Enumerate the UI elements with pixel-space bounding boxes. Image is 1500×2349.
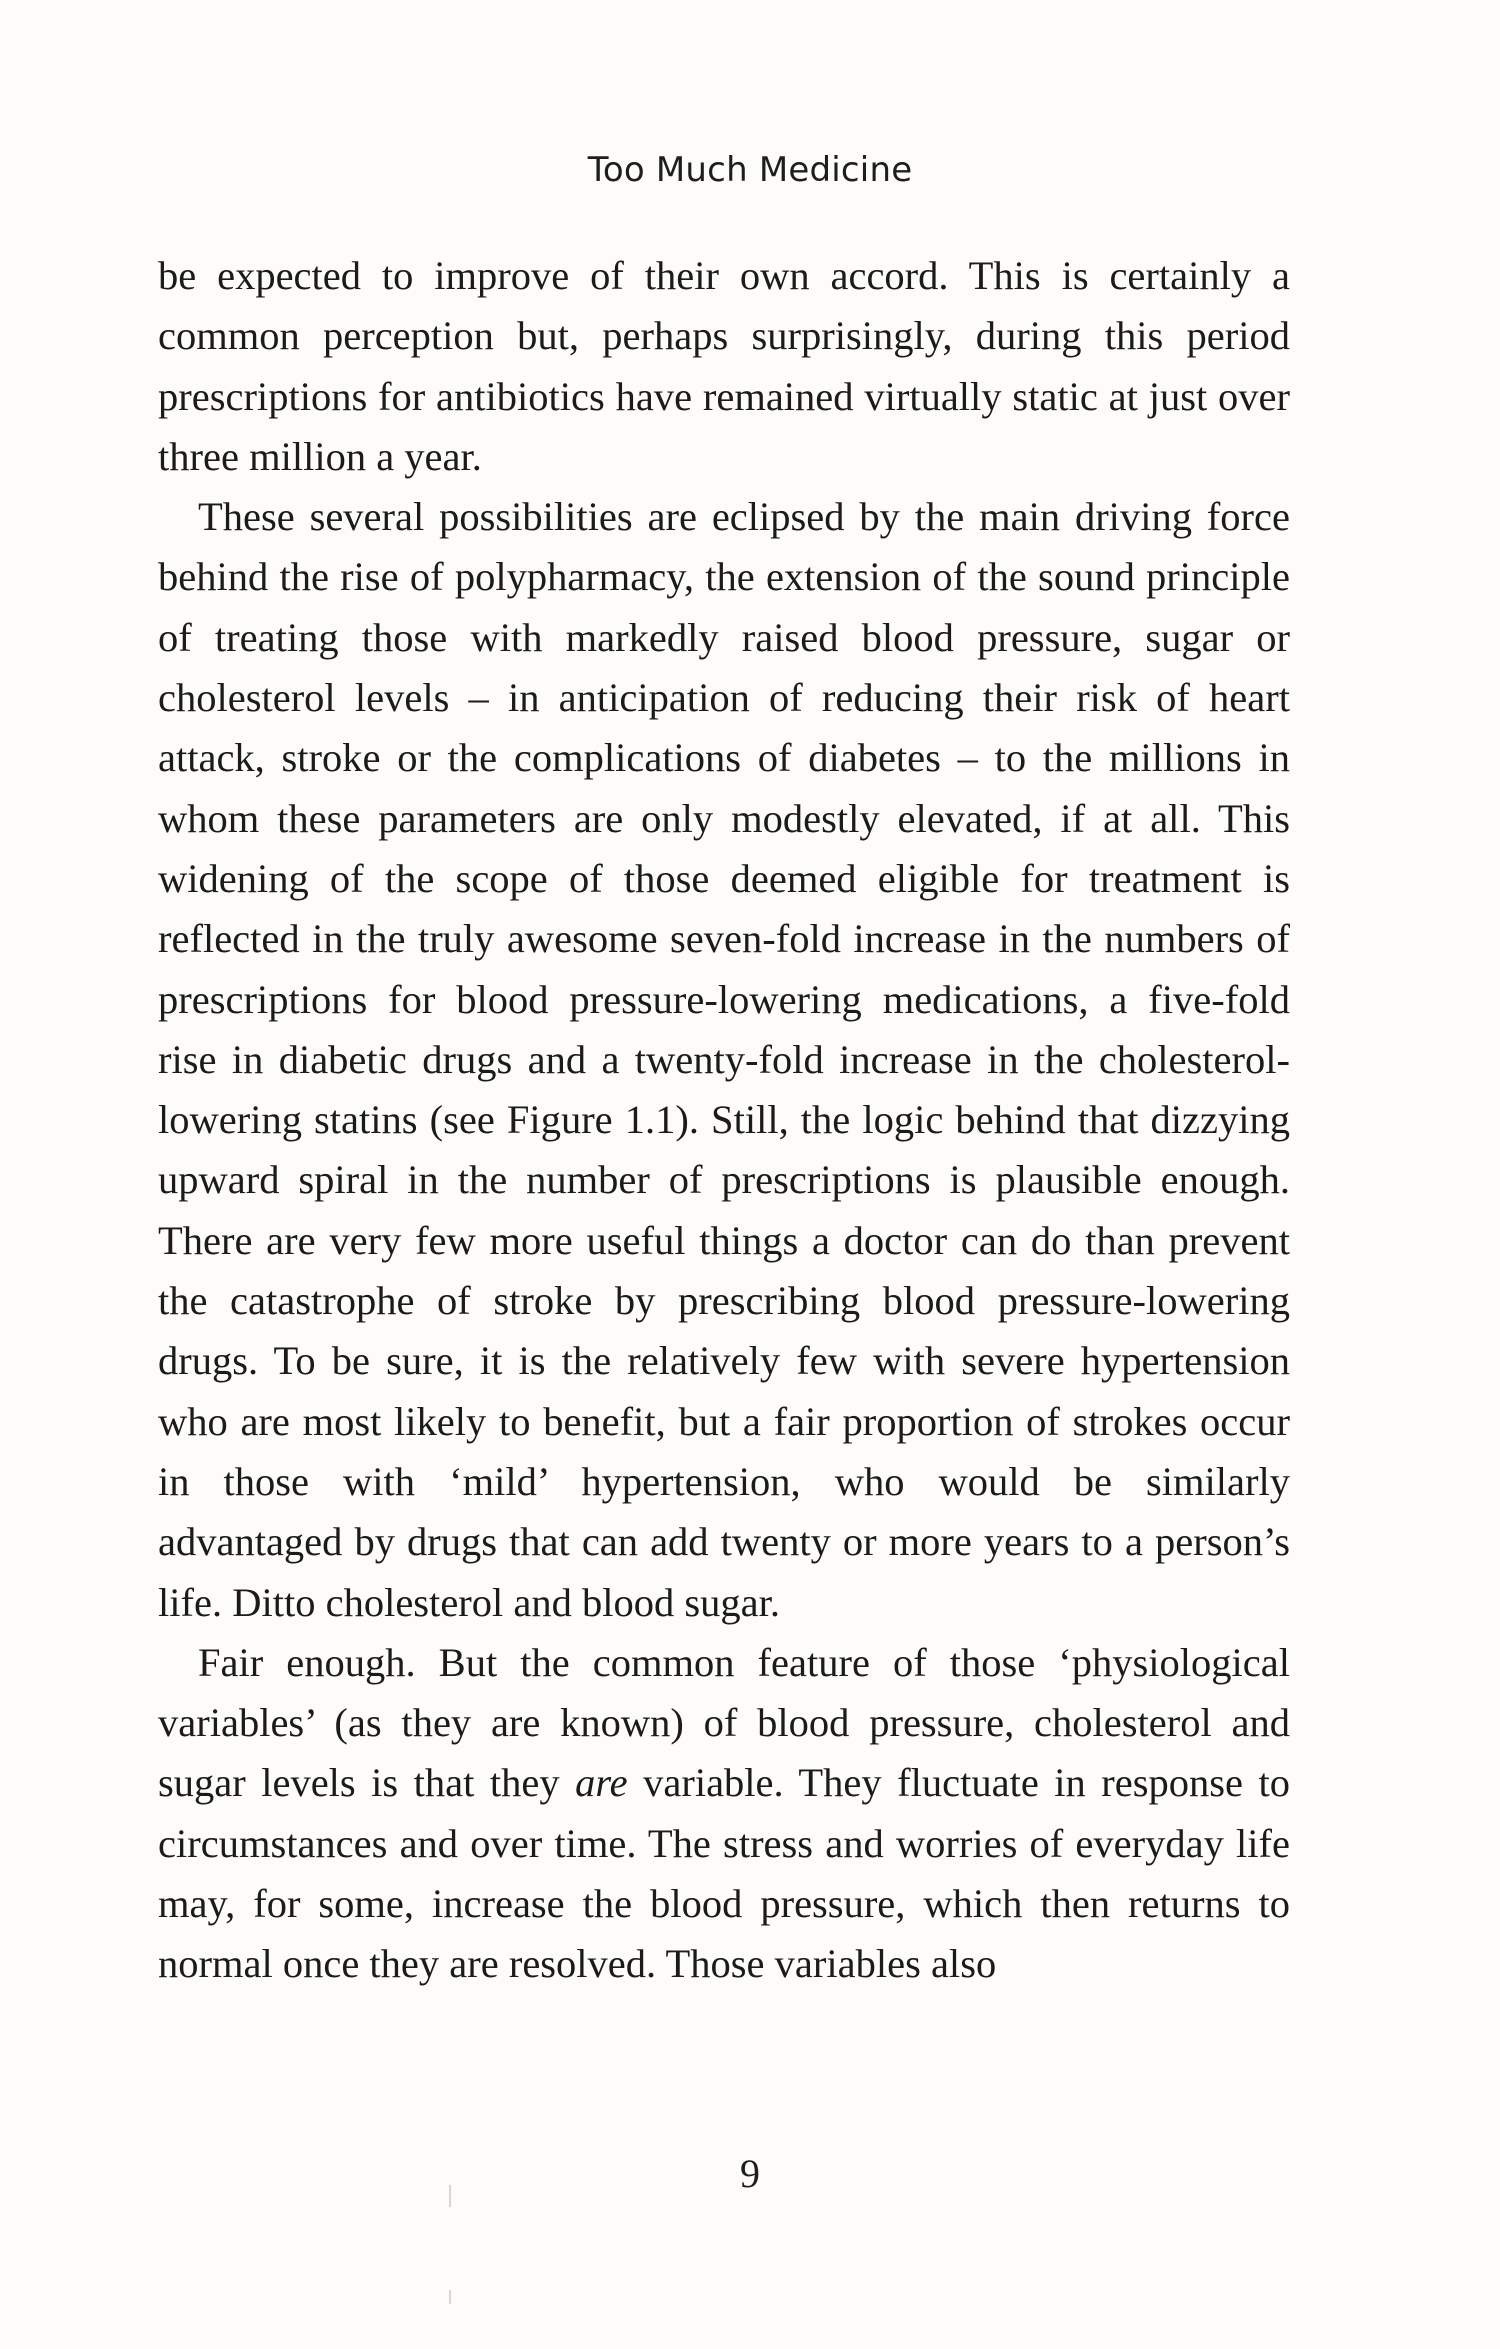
paragraph-text: These several possibilities are eclipsed by the main driving force behind the rise of polypharmacy, the extension of the sound principle of treating those with markedly raised blood pressure, sugar or cholesterol levels – in anticipation of reducing their risk of heart attack, stroke or the complications of diabetes – to the millions in whom these parameters are only modestly elevated, if at all. This widening of the scope of those deemed eligible for treatment is reflected in the truly awesome seven-fold increase in the numbers of prescriptions for blood pressure-lowering medications, a five-fold rise in diabetic drugs and a twenty-fold increase in the cholesterol-lowering statins (see Figure 1.1). Still, the logic behind that dizzying upward spiral in the number of prescriptions is plausible enough. There are very few more useful things a doctor can do than prevent the catastrophe of stroke by prescribing blood pressure-lowering drugs. To be sure, it is the relatively few with severe hypertension who are most likely to benefit, but a fair proportion of strokes occur in those with ‘mild’ hypertension, who would be similarly advantaged by drugs that can add twenty or more years to a person’s life. Ditto cholesterol and blood sugar.: [158, 494, 1290, 1625]
paragraph: [158, 1633, 1290, 1995]
paragraph-text: Fair enough. But the common feature of those ‘physiological variables’ (as they are known) of blood pressure, cholesterol and sugar levels is that they: [158, 1639, 1290, 1806]
page-number: 9: [740, 2151, 760, 2196]
italic-text: are: [575, 1760, 628, 1806]
running-head: Too Much Medicine: [587, 150, 913, 190]
scan-artifact: [449, 2290, 451, 2304]
paragraph: [158, 487, 1290, 1633]
scan-artifact: [449, 2185, 451, 2207]
paragraph: [158, 246, 1290, 487]
paragraph-text: be expected to improve of their own accord. This is certainly a common perception but, perhaps surprisingly, during this period prescriptions for antibiotics have remained virtually static at just over three million a year.: [158, 253, 1290, 479]
body-text: [158, 246, 1290, 1995]
paragraph-text: variable. They fluctuate in response to circumstances and over time. The stress and worries of everyday life may, for some, increase the blood pressure, which then returns to normal once they are resolved. Those variables also: [158, 1760, 1290, 1987]
